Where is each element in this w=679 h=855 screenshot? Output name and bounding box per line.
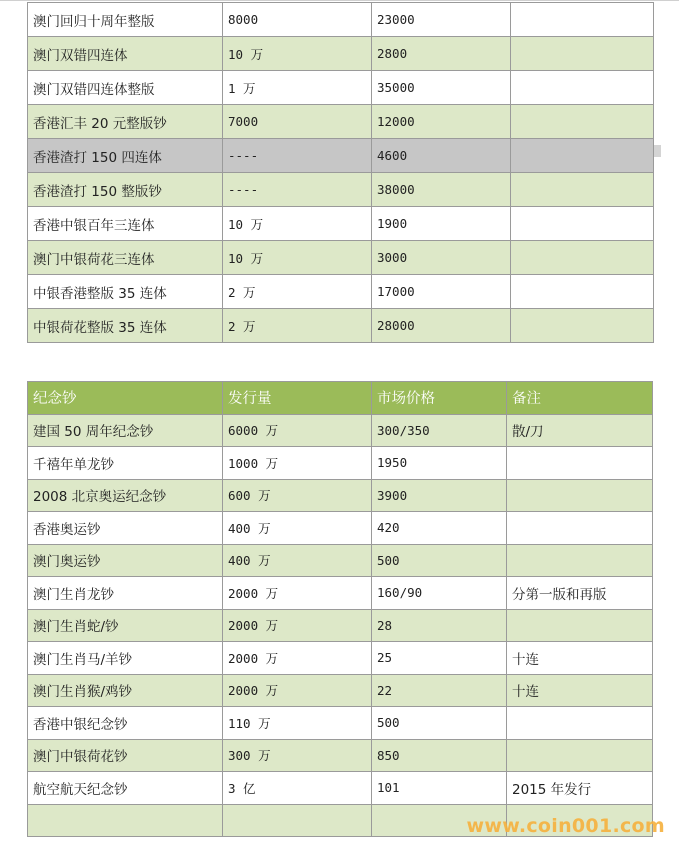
header-banknote: 纪念钞 xyxy=(28,382,223,415)
table-row xyxy=(28,512,653,545)
header-market-price: 市场价格 xyxy=(372,382,507,415)
table-row-selected[interactable] xyxy=(28,139,654,173)
remark xyxy=(507,609,653,642)
market-price: 28 xyxy=(372,609,507,642)
market-price: 850 xyxy=(372,739,507,772)
item-name: 香港奥运钞 xyxy=(28,512,223,545)
banknote-set-table xyxy=(27,2,654,343)
table-row xyxy=(28,414,653,447)
market-price: 12000 xyxy=(372,105,511,139)
item-name: 中银荷花整版 35 连体 xyxy=(28,309,223,343)
market-price: 160/90 xyxy=(372,577,507,610)
remark xyxy=(507,512,653,545)
item-name: 香港中银百年三连体 xyxy=(28,207,223,241)
issue-quantity: 2000 万 xyxy=(223,674,372,707)
issue-quantity: 2000 万 xyxy=(223,609,372,642)
market-price: 1900 xyxy=(372,207,511,241)
market-price: 300/350 xyxy=(372,414,507,447)
table-row xyxy=(28,479,653,512)
site-watermark: www.coin001.com xyxy=(466,815,665,837)
table-row xyxy=(28,772,653,805)
issue-quantity xyxy=(223,804,372,837)
table-row xyxy=(28,309,654,343)
commemorative-banknote-table xyxy=(27,381,653,837)
item-name: 香港渣打 150 整版钞 xyxy=(28,173,223,207)
table-row xyxy=(28,707,653,740)
issue-quantity: 1000 万 xyxy=(223,447,372,480)
item-name: 澳门生肖猴/鸡钞 xyxy=(28,674,223,707)
issue-quantity: 600 万 xyxy=(223,479,372,512)
market-price: 3900 xyxy=(372,479,507,512)
issue-quantity: 2 万 xyxy=(223,275,372,309)
scrollbar-marker[interactable] xyxy=(654,145,661,157)
remark: 散/刀 xyxy=(507,414,653,447)
item-name: 澳门中银荷花三连体 xyxy=(28,241,223,275)
market-price: 1950 xyxy=(372,447,507,480)
header-issue-quantity: 发行量 xyxy=(223,382,372,415)
table-row xyxy=(28,609,653,642)
market-price: 500 xyxy=(372,707,507,740)
remark xyxy=(511,207,654,241)
table-row xyxy=(28,544,653,577)
remark: 十连 xyxy=(507,674,653,707)
table-row xyxy=(28,71,654,105)
market-price: 25 xyxy=(372,642,507,675)
remark: 分第一版和再版 xyxy=(507,577,653,610)
remark xyxy=(507,544,653,577)
market-price: 35000 xyxy=(372,71,511,105)
table-row xyxy=(28,642,653,675)
table-row xyxy=(28,3,654,37)
remark xyxy=(511,309,654,343)
remark xyxy=(507,447,653,480)
market-price: 4600 xyxy=(372,139,511,173)
item-name: 航空航天纪念钞 xyxy=(28,772,223,805)
issue-quantity: 8000 xyxy=(223,3,372,37)
item-name: 澳门回归十周年整版 xyxy=(28,3,223,37)
market-price: 3000 xyxy=(372,241,511,275)
page-top-border xyxy=(0,0,679,1)
item-name: 2008 北京奥运纪念钞 xyxy=(28,479,223,512)
issue-quantity: ---- xyxy=(223,139,372,173)
market-price: 28000 xyxy=(372,309,511,343)
remark: 2015 年发行 xyxy=(507,772,653,805)
market-price: 500 xyxy=(372,544,507,577)
remark xyxy=(511,105,654,139)
market-price: 2800 xyxy=(372,37,511,71)
item-name: 建国 50 周年纪念钞 xyxy=(28,414,223,447)
table-row xyxy=(28,739,653,772)
issue-quantity: 2000 万 xyxy=(223,642,372,675)
item-name: 香港渣打 150 四连体 xyxy=(28,139,223,173)
table-row xyxy=(28,173,654,207)
market-price: 23000 xyxy=(372,3,511,37)
item-name: 澳门双错四连体整版 xyxy=(28,71,223,105)
table-row xyxy=(28,105,654,139)
issue-quantity: ---- xyxy=(223,173,372,207)
item-name: 澳门生肖龙钞 xyxy=(28,577,223,610)
market-price: 22 xyxy=(372,674,507,707)
table-row xyxy=(28,37,654,71)
remark xyxy=(511,139,654,173)
issue-quantity: 7000 xyxy=(223,105,372,139)
issue-quantity: 1 万 xyxy=(223,71,372,105)
item-name: 澳门双错四连体 xyxy=(28,37,223,71)
issue-quantity: 400 万 xyxy=(223,512,372,545)
issue-quantity: 110 万 xyxy=(223,707,372,740)
item-name xyxy=(28,804,223,837)
item-name: 香港中银纪念钞 xyxy=(28,707,223,740)
item-name: 澳门奥运钞 xyxy=(28,544,223,577)
table-row xyxy=(28,674,653,707)
issue-quantity: 6000 万 xyxy=(223,414,372,447)
item-name: 澳门中银荷花钞 xyxy=(28,739,223,772)
issue-quantity: 400 万 xyxy=(223,544,372,577)
issue-quantity: 10 万 xyxy=(223,241,372,275)
market-price: 17000 xyxy=(372,275,511,309)
table-header-row xyxy=(28,382,653,415)
table-row xyxy=(28,577,653,610)
issue-quantity: 10 万 xyxy=(223,37,372,71)
item-name: 澳门生肖马/羊钞 xyxy=(28,642,223,675)
item-name: 澳门生肖蛇/钞 xyxy=(28,609,223,642)
table-row xyxy=(28,447,653,480)
issue-quantity: 10 万 xyxy=(223,207,372,241)
item-name: 中银香港整版 35 连体 xyxy=(28,275,223,309)
remark xyxy=(511,173,654,207)
remark xyxy=(507,479,653,512)
issue-quantity: 3 亿 xyxy=(223,772,372,805)
table-row xyxy=(28,207,654,241)
remark: 十连 xyxy=(507,642,653,675)
item-name: 千禧年单龙钞 xyxy=(28,447,223,480)
remark xyxy=(511,37,654,71)
issue-quantity: 300 万 xyxy=(223,739,372,772)
table-row xyxy=(28,241,654,275)
issue-quantity: 2000 万 xyxy=(223,577,372,610)
remark xyxy=(511,241,654,275)
remark xyxy=(511,71,654,105)
market-price: 420 xyxy=(372,512,507,545)
remark xyxy=(511,275,654,309)
issue-quantity: 2 万 xyxy=(223,309,372,343)
market-price: 38000 xyxy=(372,173,511,207)
remark xyxy=(507,739,653,772)
header-remark: 备注 xyxy=(507,382,653,415)
market-price: 101 xyxy=(372,772,507,805)
table-row xyxy=(28,275,654,309)
remark xyxy=(507,707,653,740)
item-name: 香港汇丰 20 元整版钞 xyxy=(28,105,223,139)
remark xyxy=(511,3,654,37)
